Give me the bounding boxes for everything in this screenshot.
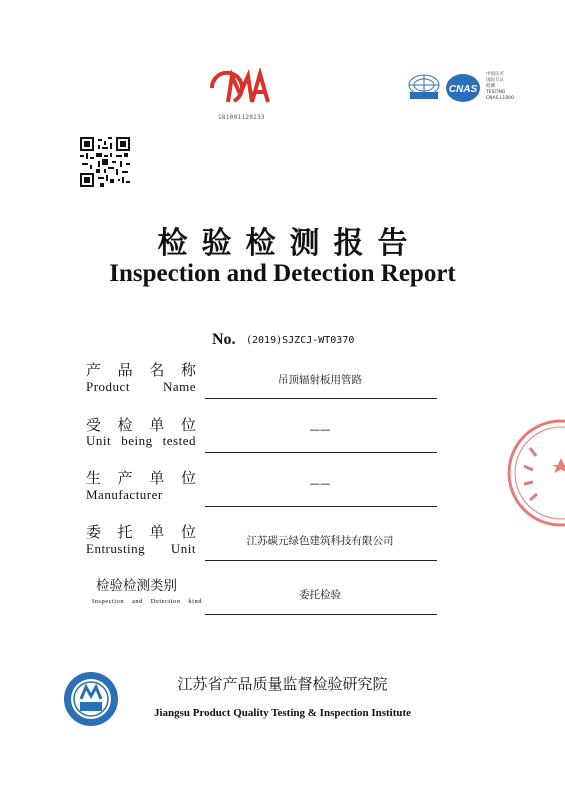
qr-code-icon[interactable] (80, 137, 130, 187)
svg-text:CNAS: CNAS (448, 84, 478, 95)
inspection-kind-label-en: Inspection and Detection kind (92, 598, 202, 605)
unit-tested-value: —— (309, 424, 331, 436)
cnas-line: 检测 (486, 84, 495, 89)
inspection-kind-underline (205, 614, 437, 615)
product-name-label-cn: 产品名称 (86, 361, 196, 379)
report-title-en: Inspection and Detection Report (109, 260, 456, 287)
manufacturer-underline (205, 506, 437, 507)
unit-tested-label-en: Unit being tested (86, 433, 196, 448)
cnas-line: CNAS L1800 (486, 96, 514, 101)
cnas-line: TESTING (486, 90, 506, 95)
cnas-logo (444, 72, 482, 104)
report-no-label: No. (212, 331, 236, 348)
institute-name-en: Jiangsu Product Quality Testing & Inspection Institute (153, 707, 412, 719)
entrusting-unit-underline (205, 560, 437, 561)
product-name-value: 吊顶辐射板用管路 (278, 374, 362, 386)
manufacturer-label-cn: 生产单位 (86, 469, 196, 487)
manufacturer-label-en: Manufacturer (86, 487, 163, 502)
inspection-kind-label-cn: 检验检测类别 (96, 578, 177, 594)
cnas-line: 国际互认 (486, 78, 504, 83)
cma-number: 181001120233 (218, 114, 265, 121)
unit-tested-label-cn: 受检单位 (86, 416, 196, 434)
red-official-seal-icon (506, 418, 565, 528)
entrusting-unit-value: 江苏碳元绿色建筑科技有限公司 (246, 535, 394, 547)
entrusting-unit-label-cn: 委托单位 (86, 523, 196, 541)
cma-logo (208, 68, 272, 108)
cnas-accreditation-text (486, 72, 514, 102)
product-name-label-en: Product Name (86, 379, 196, 394)
report-no-value: (2019)SJZCJ-WT0370 (246, 335, 355, 346)
cnas-line: 中国认可 (486, 72, 504, 77)
institute-name-cn: 江苏省产品质量监督检验研究院 (177, 675, 388, 693)
ilac-mra-logo (406, 72, 442, 102)
report-title-cn: 检验检测报告 (157, 226, 422, 261)
manufacturer-value: —— (309, 478, 331, 490)
unit-tested-underline (205, 452, 437, 453)
inspection-kind-value: 委托检验 (299, 589, 341, 601)
entrusting-unit-label-en: Entrusting Unit (86, 541, 196, 556)
product-name-underline (205, 398, 437, 399)
